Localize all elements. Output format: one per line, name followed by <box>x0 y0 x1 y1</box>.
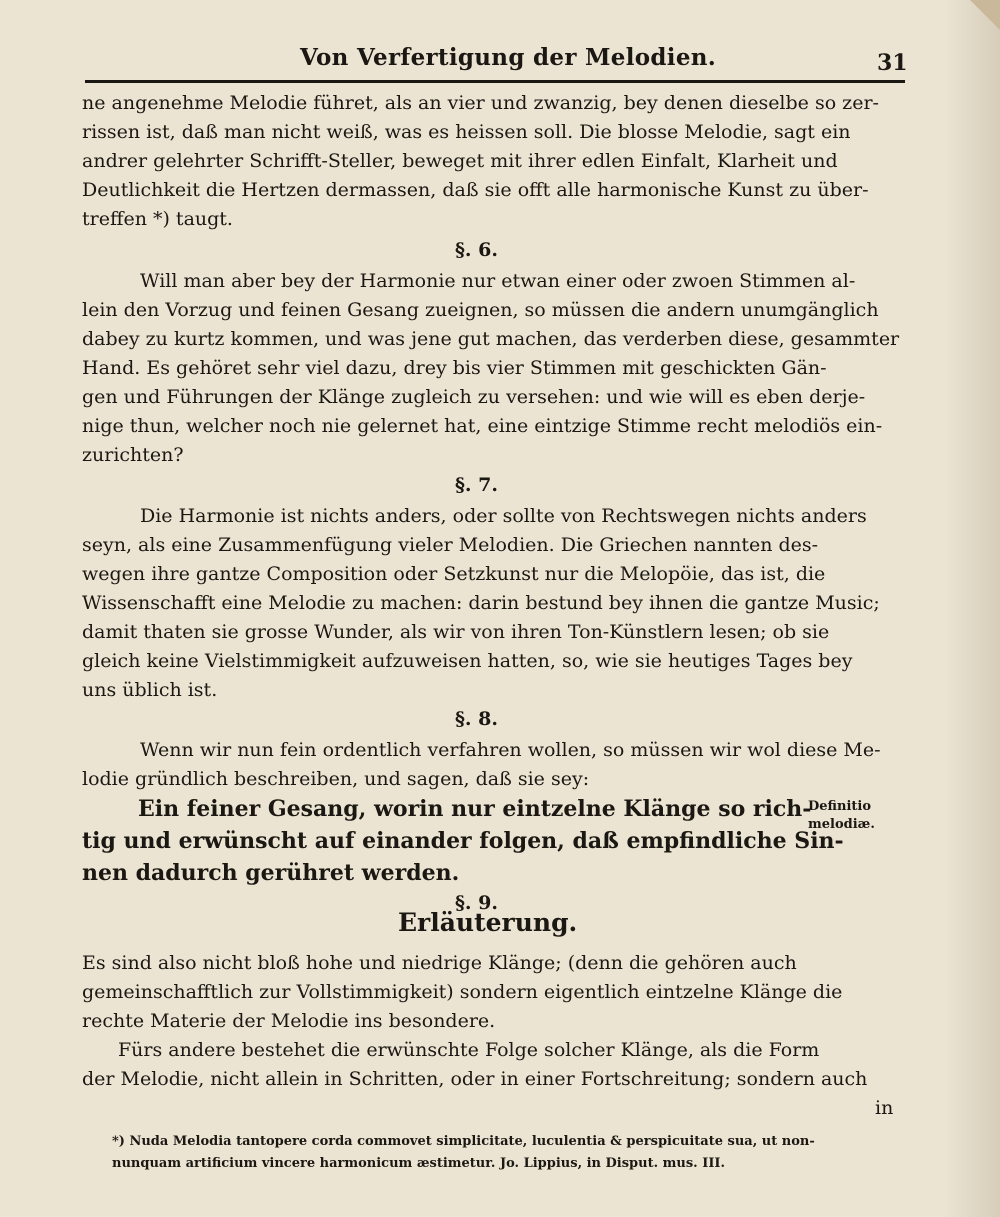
margin-note-line: Definitio <box>808 799 872 814</box>
section-number: §. 7. <box>455 474 499 496</box>
text-line: Fürs andere bestehet die erwünschte Folge solcher Klänge, als die Form <box>118 1039 820 1061</box>
running-title: Von Verfertigung der Melodien. <box>300 44 717 71</box>
text-line: Deutlichkeit die Hertzen dermassen, daß sie offt alle harmonische Kunst zu über- <box>82 179 869 201</box>
definition-line: nen dadurch gerühret werden. <box>82 860 460 886</box>
definition-line: tig und erwünscht auf einander folgen, daß empfindliche Sin- <box>82 828 844 854</box>
text-line: seyn, als eine Zusammenfügung vieler Melodien. Die Griechen nannten des- <box>82 534 819 556</box>
text-line: treffen *) taugt. <box>82 208 233 230</box>
text-line: rechte Materie der Melodie ins besondere. <box>82 1010 496 1032</box>
section-heading: Erläuterung. <box>398 908 578 937</box>
text-line: Die Harmonie ist nichts anders, oder sollte von Rechtswegen nichts anders <box>140 505 867 527</box>
torn-corner <box>970 0 1000 30</box>
header-rule <box>85 80 905 83</box>
text-line: gen und Führungen der Klänge zugleich zu versehen: und wie will es eben derje- <box>82 386 866 408</box>
text-line: wegen ihre gantze Composition oder Setzkunst nur die Melopöie, das ist, die <box>82 563 826 585</box>
text-line: damit thaten sie grosse Wunder, als wir von ihren Ton-Künstlern lesen; ob sie <box>82 621 830 643</box>
footnote-line: *) Nuda Melodia tantopere corda commovet simplicitate, luculentia & perspicuitate sua, ut non- <box>112 1134 815 1149</box>
section-number: §. 9. <box>455 892 499 914</box>
text-line: lein den Vorzug und feinen Gesang zueignen, so müssen die andern unumgänglich <box>82 299 879 321</box>
definition-line: Ein feiner Gesang, worin nur eintzelne Klänge so rich- <box>138 796 812 822</box>
margin-note-line: melodiæ. <box>808 817 875 832</box>
catchword: in <box>875 1097 894 1119</box>
text-line: uns üblich ist. <box>82 679 218 701</box>
text-line: zurichten? <box>82 444 184 466</box>
text-line: andrer gelehrter Schrifft-Steller, beweget mit ihrer edlen Einfalt, Klarheit und <box>82 150 838 172</box>
text-line: Wenn wir nun fein ordentlich verfahren wollen, so müssen wir wol diese Me- <box>140 739 881 761</box>
text-line: gemeinschafftlich zur Vollstimmigkeit) sondern eigentlich eintzelne Klänge die <box>82 981 843 1003</box>
text-line: dabey zu kurtz kommen, und was jene gut machen, das verderben diese, gesammter <box>82 328 900 350</box>
text-line: Wissenschafft eine Melodie zu machen: darin bestund bey ihnen die gantze Music; <box>82 592 880 614</box>
page-fold-shadow <box>945 0 1000 1217</box>
section-number: §. 6. <box>455 239 499 261</box>
page-number: 31 <box>877 50 908 76</box>
section-number: §. 8. <box>455 708 499 730</box>
text-line: ne angenehme Melodie führet, als an vier und zwanzig, bey denen dieselbe so zer- <box>82 92 879 114</box>
text-line: der Melodie, nicht allein in Schritten, oder in einer Fortschreitung; sondern auch <box>82 1068 868 1090</box>
text-line: rissen ist, daß man nicht weiß, was es heissen soll. Die blosse Melodie, sagt ein <box>82 121 851 143</box>
footnote-line: nunquam artificium vincere harmonicum æstimetur. Jo. Lippius, in Disput. mus. III. <box>112 1156 726 1171</box>
margin-note <box>808 798 875 834</box>
text-line: Es sind also nicht bloß hohe und niedrige Klänge; (denn die gehören auch <box>82 952 797 974</box>
text-line: lodie gründlich beschreiben, und sagen, daß sie sey: <box>82 768 590 790</box>
text-line: gleich keine Vielstimmigkeit aufzuweisen hatten, so, wie sie heutiges Tages bey <box>82 650 853 672</box>
text-line: Will man aber bey der Harmonie nur etwan einer oder zwoen Stimmen al- <box>140 270 856 292</box>
text-line: nige thun, welcher noch nie gelernet hat, eine eintzige Stimme recht melodiös ein- <box>82 415 883 437</box>
text-line: Hand. Es gehöret sehr viel dazu, drey bis vier Stimmen mit geschickten Gän- <box>82 357 827 379</box>
